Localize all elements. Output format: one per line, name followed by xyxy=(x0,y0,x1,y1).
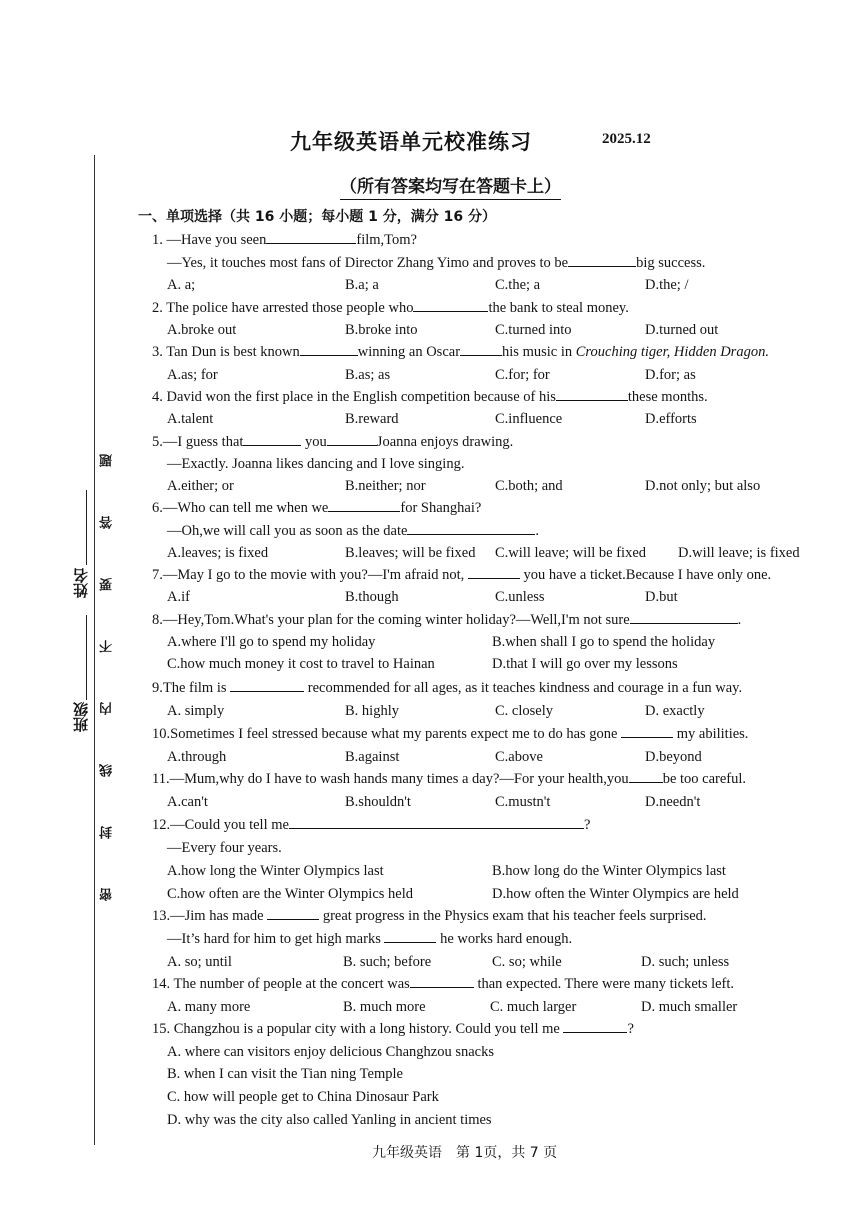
margin-char: 答 xyxy=(100,516,115,529)
option-a: A.either; or xyxy=(167,478,234,494)
option-d: D.how often the Winter Olympics are held xyxy=(492,886,739,902)
margin-char: 题 xyxy=(100,454,115,467)
page-subtitle: （所有答案均写在答题卡上） xyxy=(340,172,561,200)
option-c: C.unless xyxy=(495,589,545,605)
question-line: 4. David won the first place in the English competition because of his these months. xyxy=(152,389,708,405)
option-d: D.that I will go over my lessons xyxy=(492,656,678,672)
question-line: —Exactly. Joanna likes dancing and I love singing. xyxy=(167,456,465,472)
option-a: A.leaves; is fixed xyxy=(167,545,269,561)
option-c: C. much larger xyxy=(490,999,577,1015)
option-b: B.neither; nor xyxy=(345,478,426,494)
option-b: B.when shall I go to spend the holiday xyxy=(492,634,716,650)
option-d: D.but xyxy=(645,589,678,605)
option-a: A.where I'll go to spend my holiday xyxy=(167,634,376,650)
option-b: B. such; before xyxy=(343,954,432,970)
question-line: 14. The number of people at the concert was than expected. There were many tickets left. xyxy=(152,976,735,992)
margin-char: 不 xyxy=(100,640,115,653)
binding-margin-text xyxy=(96,405,120,901)
option-a: A.broke out xyxy=(167,322,237,338)
option-d: D. such; unless xyxy=(641,954,730,970)
option-d: D.beyond xyxy=(645,749,702,765)
question-line: —It’s hard for him to get high marks he works hard enough. xyxy=(167,931,573,947)
option-d: D. exactly xyxy=(645,703,705,719)
margin-char: 线 xyxy=(100,764,115,777)
option-c: C.how much money it cost to travel to Hainan xyxy=(167,656,435,672)
question-line: 10.Sometimes I feel stressed because what my parents expect me to do has gone my abilities. xyxy=(152,726,749,742)
option-a: A.if xyxy=(167,589,190,605)
option-b: B. highly xyxy=(345,703,399,719)
option-a: A.through xyxy=(167,749,227,765)
option-a: A. where can visitors enjoy delicious Changhzou snacks xyxy=(167,1044,494,1060)
option-b: B.shouldn't xyxy=(345,794,411,810)
question-line: 7.—May I go to the movie with you?—I'm afraid not, you have a ticket.Because I have only one. xyxy=(152,567,772,583)
option-c: C.for; for xyxy=(495,367,550,383)
class-label: 班级 xyxy=(72,702,90,732)
option-d: D.turned out xyxy=(645,322,719,338)
option-a: A. many more xyxy=(167,999,251,1015)
option-c: C. how will people get to China Dinosaur Park xyxy=(167,1089,439,1105)
question-line: 5.—I guess that you Joanna enjoys drawing. xyxy=(152,434,514,450)
option-b: B. when I can visit the Tian ning Temple xyxy=(167,1066,403,1082)
option-b: B.reward xyxy=(345,411,399,427)
option-d: D.for; as xyxy=(645,367,696,383)
option-d: D. why was the city also called Yanling in ancient times xyxy=(167,1112,492,1128)
question-line: 11.—Mum,why do I have to wash hands many times a day?—For your health,you be too careful. xyxy=(152,771,747,787)
option-c: C.how often are the Winter Olympics held xyxy=(167,886,413,902)
option-b: B.against xyxy=(345,749,400,765)
option-a: A.how long the Winter Olympics last xyxy=(167,863,384,879)
option-c: C. closely xyxy=(495,703,553,719)
margin-char: 要 xyxy=(100,578,115,591)
question-line: —Yes, it touches most fans of Director Zhang Yimo and proves to be big success. xyxy=(167,255,706,271)
option-a: A.talent xyxy=(167,411,214,427)
name-blank[interactable] xyxy=(86,490,87,565)
option-a: A. simply xyxy=(167,703,225,719)
question-line: —Oh,we will call you as soon as the date . xyxy=(167,523,540,539)
option-c: C.turned into xyxy=(495,322,572,338)
page-footer: 九年级英语 第 1页，共 7 页 xyxy=(372,1145,558,1161)
question-line: 15. Changzhou is a popular city with a long history. Could you tell me ? xyxy=(152,1021,634,1037)
name-label: 姓名 xyxy=(72,568,90,598)
margin-char: 内 xyxy=(100,702,115,715)
class-blank[interactable] xyxy=(86,615,87,700)
question-line: 8.—Hey,Tom.What's your plan for the coming winter holiday?—Well,I'm not sure . xyxy=(152,612,742,628)
exam-date: 2025.12 xyxy=(602,131,651,147)
question-line: 12.—Could you tell me ? xyxy=(152,817,591,833)
option-b: B.broke into xyxy=(345,322,418,338)
question-line: 3. Tan Dun is best known winning an Oscar his music in Crouching tiger, Hidden Dragon. xyxy=(152,344,769,360)
page-title: 九年级英语单元校准练习 xyxy=(290,130,532,154)
question-line: 6.—Who can tell me when we for Shanghai? xyxy=(152,500,482,516)
option-b: B.though xyxy=(345,589,399,605)
question-line: 13.—Jim has made great progress in the Physics exam that his teacher feels surprised. xyxy=(152,908,707,924)
option-d: D.not only; but also xyxy=(645,478,761,494)
option-d: D.will leave; is fixed xyxy=(678,545,800,561)
option-b: B. much more xyxy=(343,999,426,1015)
section-heading: 一、单项选择（共 16 小题；每小题 1 分，满分 16 分） xyxy=(138,209,496,225)
option-c: C. so; while xyxy=(492,954,562,970)
option-d: D.needn't xyxy=(645,794,701,810)
option-a: A.as; for xyxy=(167,367,218,383)
option-d: D.the; / xyxy=(645,277,689,293)
option-b: B.as; as xyxy=(345,367,391,383)
option-a: A. a; xyxy=(167,277,196,293)
option-c: C.the; a xyxy=(495,277,541,293)
question-line: 2. The police have arrested those people who the bank to steal money. xyxy=(152,300,629,316)
option-a: A.can't xyxy=(167,794,208,810)
option-b: B.leaves; will be fixed xyxy=(345,545,476,561)
question-line: 1. —Have you seen film,Tom? xyxy=(152,232,417,248)
option-c: C.influence xyxy=(495,411,563,427)
option-c: C.mustn't xyxy=(495,794,551,810)
option-a: A. so; until xyxy=(167,954,232,970)
option-d: D. much smaller xyxy=(641,999,738,1015)
margin-char: 封 xyxy=(100,826,115,839)
option-b: B.a; a xyxy=(345,277,379,293)
question-line: —Every four years. xyxy=(167,840,282,856)
option-c: C.will leave; will be fixed xyxy=(495,545,647,561)
option-d: D.efforts xyxy=(645,411,697,427)
option-b: B.how long do the Winter Olympics last xyxy=(492,863,726,879)
margin-char: 密 xyxy=(100,888,115,901)
question-line: 9.The film is recommended for all ages, as it teaches kindness and courage in a fun way. xyxy=(152,680,743,696)
option-c: C.above xyxy=(495,749,543,765)
option-c: C.both; and xyxy=(495,478,563,494)
